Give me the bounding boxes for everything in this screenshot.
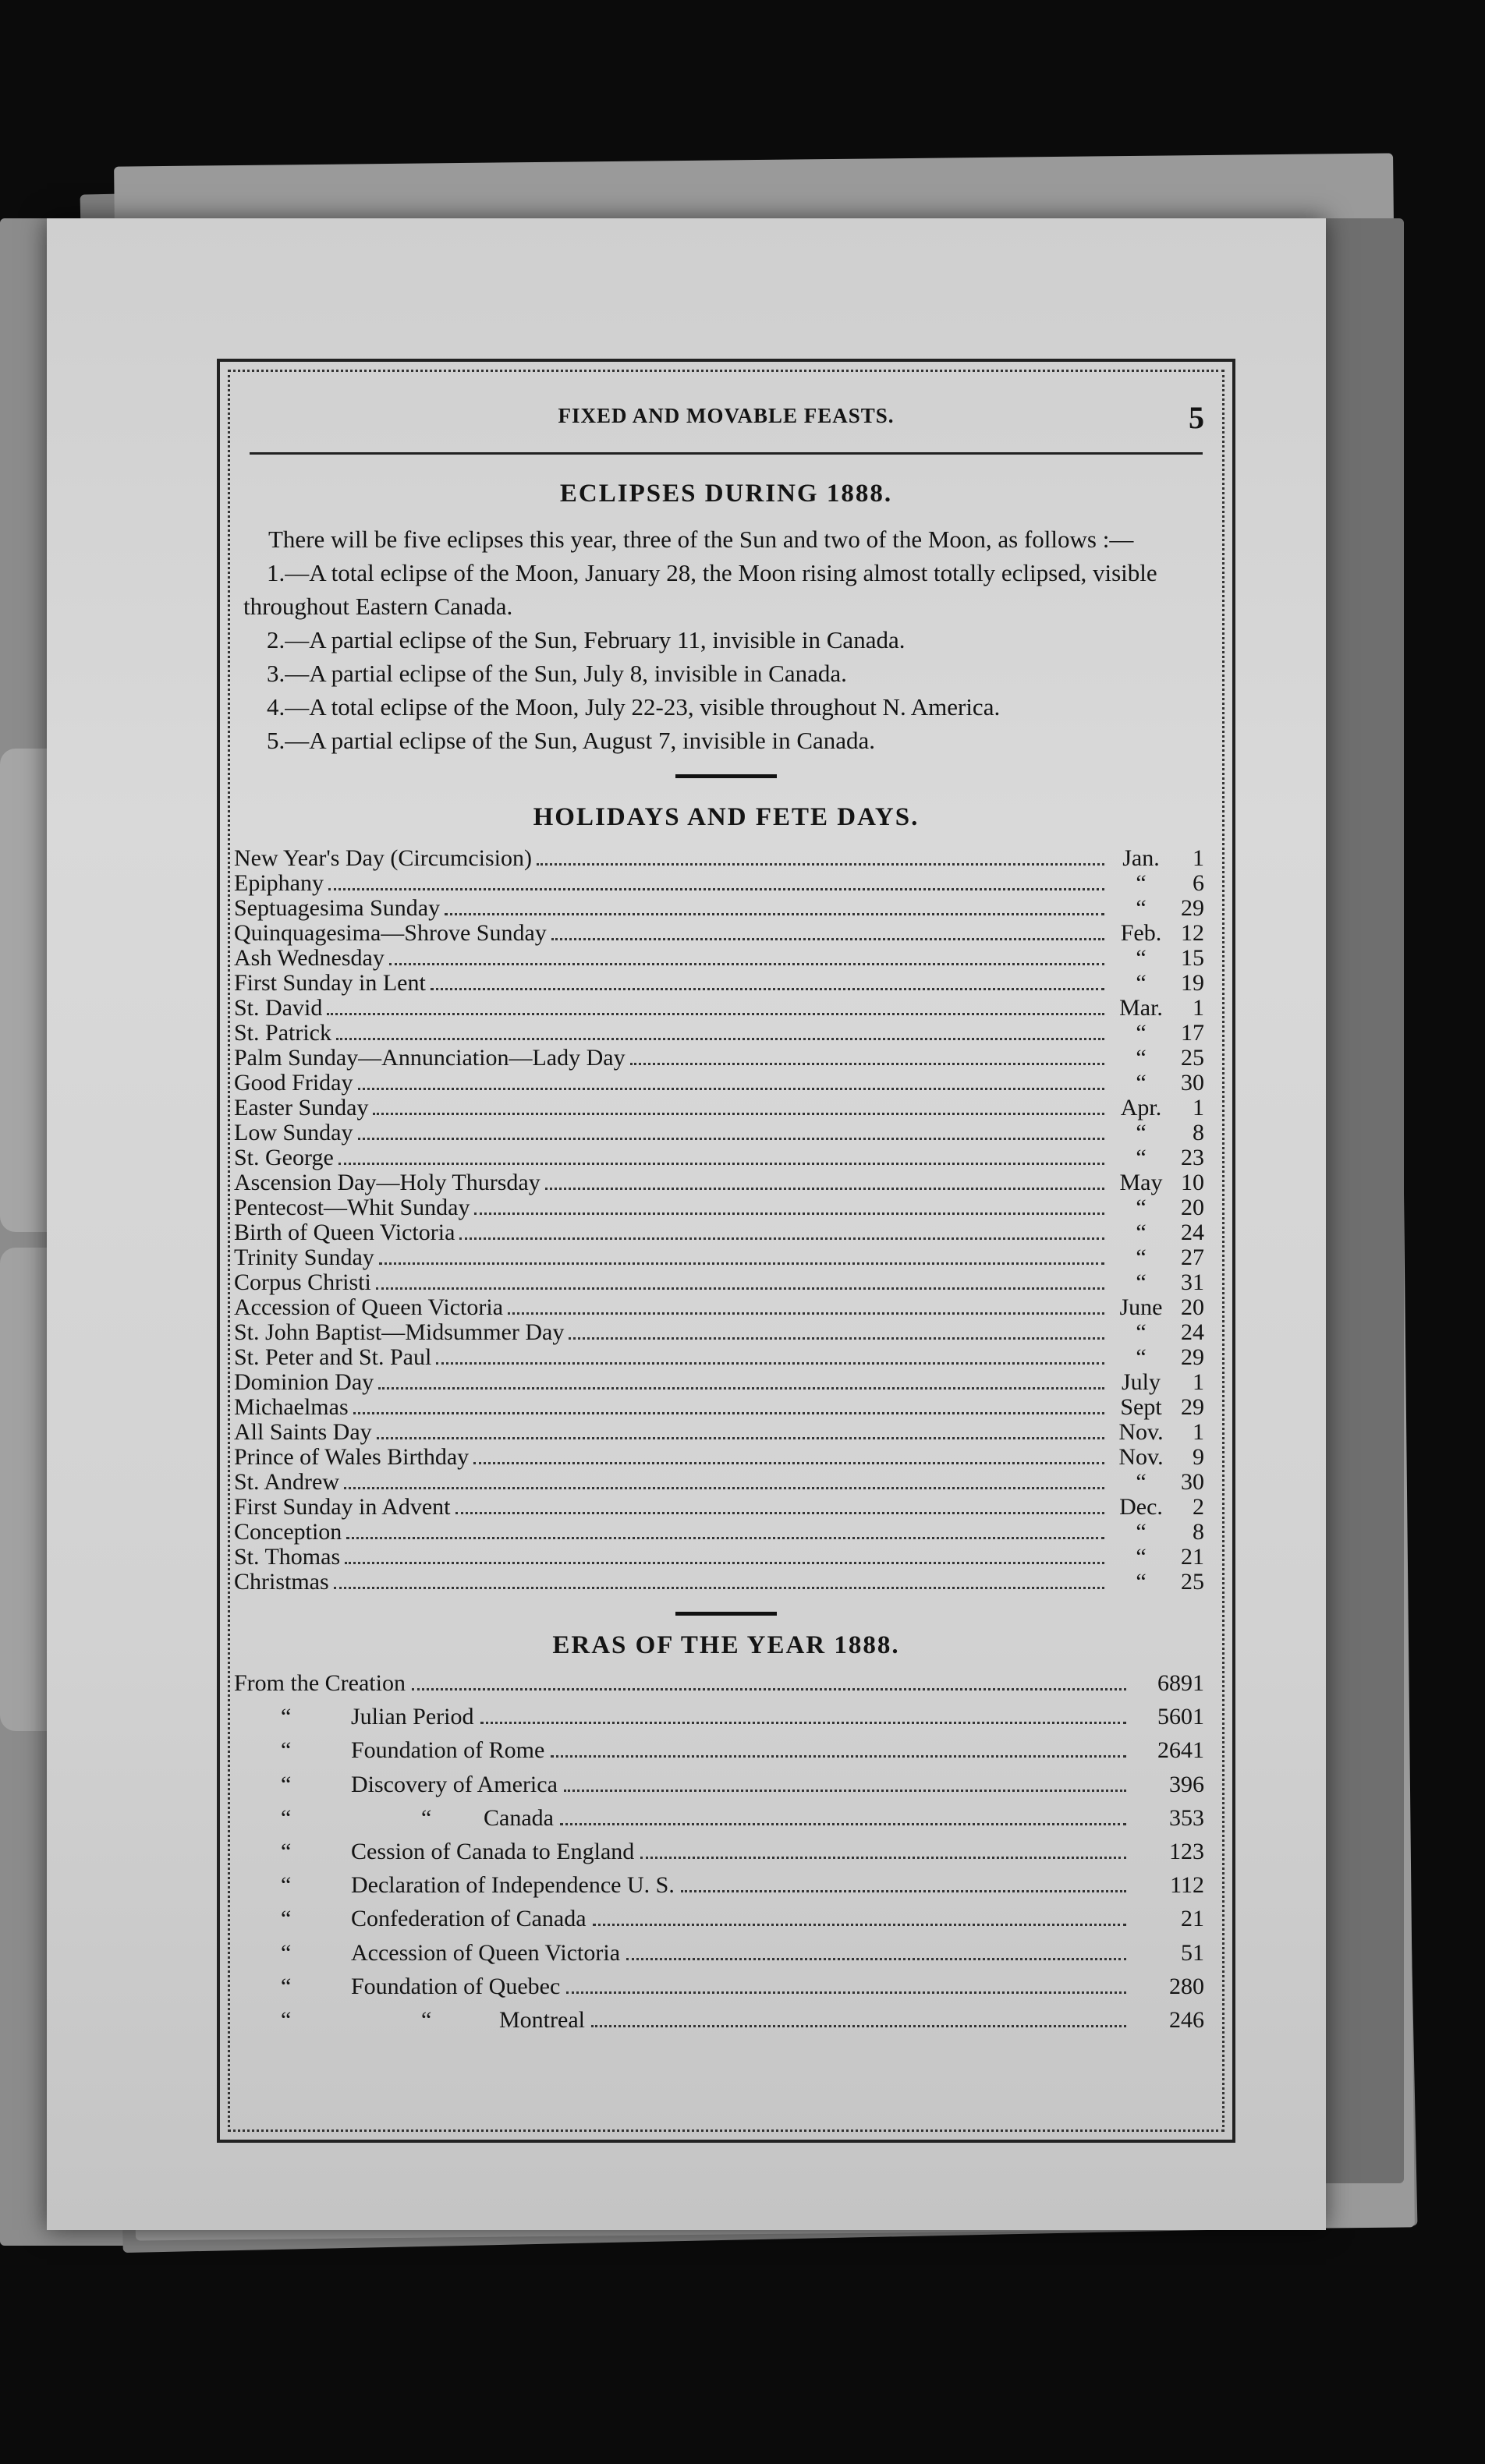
holiday-name: Epiphany (234, 870, 324, 896)
holiday-day: 6 (1193, 870, 1204, 896)
leader-dots (358, 1138, 1105, 1140)
era-year: 353 (1169, 1804, 1204, 1831)
holiday-name: Quinquagesima—Shrove Sunday (234, 920, 547, 946)
leader-dots (327, 1013, 1104, 1015)
holiday-month: “ (1136, 1344, 1147, 1370)
era-year: 21 (1181, 1906, 1204, 1932)
holiday-row (234, 1420, 1218, 1445)
era-row (234, 1902, 1218, 1935)
holiday-name: Ascension Day—Holy Thursday (234, 1170, 540, 1195)
eclipses-title: ECLIPSES DURING 1888. (559, 480, 893, 508)
holiday-month: “ (1136, 1120, 1147, 1145)
holiday-name: St. David (234, 995, 323, 1021)
leader-dots (376, 1287, 1104, 1290)
eclipse-item: 3.—A partial eclipse of the Sun, July 8, invisible in Canada. (267, 660, 847, 687)
leader-dots (569, 1337, 1104, 1340)
leader-dots (593, 1924, 1126, 1926)
holiday-day: 21 (1181, 1544, 1204, 1570)
holiday-month: “ (1136, 1070, 1147, 1096)
holiday-month: “ (1136, 1569, 1147, 1595)
holiday-day: 20 (1181, 1195, 1204, 1220)
holiday-month: Feb. (1120, 920, 1162, 946)
leader-dots (336, 1038, 1104, 1040)
holiday-day: 12 (1181, 920, 1204, 946)
header-rule (250, 452, 1203, 455)
holiday-name: Michaelmas (234, 1394, 349, 1420)
section-separator (675, 1612, 777, 1616)
ditto-mark: “ (281, 2007, 292, 2034)
ditto-mark: “ (281, 1704, 292, 1730)
eras-title: ERAS OF THE YEAR 1888. (552, 1631, 900, 1659)
holiday-row (234, 1470, 1218, 1495)
holiday-month: Sept (1120, 1394, 1162, 1420)
holiday-day: 29 (1181, 1394, 1204, 1420)
holiday-day: 1 (1193, 845, 1204, 871)
running-title: FIXED AND MOVABLE FEASTS. (558, 404, 895, 427)
leader-dots (346, 1537, 1104, 1539)
holiday-month: “ (1136, 870, 1147, 896)
holiday-name: Dominion Day (234, 1369, 374, 1395)
holiday-month: “ (1136, 1045, 1147, 1071)
era-label: Montreal (499, 2007, 585, 2034)
ditto-mark: “ (281, 1973, 292, 1999)
holiday-day: 1 (1193, 995, 1204, 1021)
era-label: Confederation of Canada (351, 1906, 587, 1932)
holiday-month: Jan. (1122, 845, 1160, 871)
leader-dots (328, 888, 1104, 890)
leader-dots (537, 863, 1104, 866)
holiday-month: June (1119, 1294, 1163, 1320)
holiday-day: 1 (1193, 1095, 1204, 1120)
era-row (234, 1733, 1218, 1767)
holiday-month: July (1121, 1369, 1161, 1395)
holiday-row (234, 1370, 1218, 1395)
era-year: 5601 (1157, 1704, 1204, 1730)
holiday-name: Low Sunday (234, 1120, 353, 1145)
holiday-row (234, 1170, 1218, 1195)
era-year: 6891 (1157, 1670, 1204, 1696)
eclipse-item: 5.—A partial eclipse of the Sun, August 7, invisible in Canada. (267, 727, 876, 754)
holidays-title: HOLIDAYS AND FETE DAYS. (533, 803, 920, 831)
holiday-row (234, 1520, 1218, 1545)
era-year: 246 (1169, 2007, 1204, 2034)
leader-dots (474, 1213, 1104, 1215)
holiday-day: 24 (1181, 1220, 1204, 1245)
holiday-day: 10 (1181, 1170, 1204, 1195)
holiday-month: Nov. (1118, 1419, 1164, 1445)
holiday-month: Dec. (1119, 1494, 1163, 1520)
holiday-day: 19 (1181, 970, 1204, 996)
era-label: Discovery of America (351, 1771, 558, 1797)
holiday-day: 31 (1181, 1269, 1204, 1295)
leader-dots (344, 1487, 1104, 1489)
leader-dots (378, 1387, 1104, 1390)
era-year: 112 (1170, 1872, 1204, 1899)
era-year: 280 (1169, 1973, 1204, 1999)
holiday-month: “ (1136, 1220, 1147, 1245)
holiday-name: Accession of Queen Victoria (234, 1294, 504, 1320)
section-separator (675, 774, 777, 778)
ditto-mark: “ (281, 1771, 292, 1797)
leader-dots (373, 1113, 1104, 1115)
holiday-day: 17 (1181, 1020, 1204, 1046)
holiday-month: “ (1136, 895, 1147, 921)
eclipse-item: 2.—A partial eclipse of the Sun, February 11, invisible in Canada. (267, 626, 906, 653)
holiday-name: St. George (234, 1145, 334, 1170)
era-row (234, 1868, 1218, 1902)
leader-dots (551, 938, 1104, 940)
leader-dots (377, 1437, 1104, 1439)
holiday-row (234, 1145, 1218, 1170)
leader-dots (551, 1755, 1126, 1758)
holiday-name: St. Thomas (234, 1544, 341, 1570)
leader-dots (560, 1823, 1126, 1825)
holiday-row (234, 1295, 1218, 1320)
holiday-name: St. Patrick (234, 1020, 331, 1046)
era-year: 123 (1169, 1839, 1204, 1865)
holiday-day: 29 (1181, 1344, 1204, 1370)
running-head (234, 390, 1218, 437)
holiday-month: “ (1136, 945, 1147, 971)
holiday-day: 23 (1181, 1145, 1204, 1170)
holiday-day: 8 (1193, 1120, 1204, 1145)
holiday-row (234, 1495, 1218, 1520)
era-year: 396 (1169, 1771, 1204, 1797)
holiday-month: Nov. (1118, 1444, 1164, 1470)
holiday-name: St. John Baptist—Midsummer Day (234, 1319, 565, 1345)
holiday-day: 27 (1181, 1244, 1204, 1270)
holiday-row (234, 1096, 1218, 1120)
ditto-mark: “ (281, 1737, 292, 1764)
leader-dots (412, 1688, 1126, 1690)
holiday-list (234, 846, 1218, 1595)
holiday-row (234, 1195, 1218, 1220)
era-label: Julian Period (351, 1704, 474, 1730)
holiday-row (234, 1021, 1218, 1046)
ditto-mark: “ (281, 1839, 292, 1865)
leader-dots (630, 1063, 1104, 1065)
holiday-day: 15 (1181, 945, 1204, 971)
eclipse-item: 4.—A total eclipse of the Moon, July 22-23, visible throughout N. America. (267, 693, 1001, 720)
holiday-name: Easter Sunday (234, 1095, 369, 1120)
holiday-day: 30 (1181, 1070, 1204, 1096)
era-row (234, 2003, 1218, 2037)
era-row (234, 1801, 1218, 1835)
leader-dots (566, 1991, 1126, 1994)
holiday-row (234, 946, 1218, 971)
holiday-day: 2 (1193, 1494, 1204, 1520)
holiday-month: “ (1136, 1145, 1147, 1170)
holiday-row (234, 1120, 1218, 1145)
era-label: Foundation of Quebec (351, 1973, 561, 1999)
holiday-month: Mar. (1119, 995, 1163, 1021)
eclipses-intro: There will be five eclipses this year, three of the Sun and two of the Moon, as follows :— (268, 526, 1134, 553)
holiday-day: 1 (1193, 1369, 1204, 1395)
era-list (234, 1666, 1218, 2037)
leader-dots (640, 1857, 1126, 1859)
era-year: 2641 (1157, 1737, 1204, 1764)
holiday-month: “ (1136, 1469, 1147, 1495)
leader-dots (681, 1890, 1126, 1892)
leader-dots (473, 1462, 1104, 1464)
holiday-month: “ (1136, 1519, 1147, 1545)
leader-dots (345, 1562, 1104, 1564)
holiday-month: “ (1136, 1244, 1147, 1270)
holiday-name: Corpus Christi (234, 1269, 371, 1295)
holiday-month: “ (1136, 1195, 1147, 1220)
era-label: Accession of Queen Victoria (351, 1939, 621, 1966)
holiday-row (234, 846, 1218, 871)
era-row (234, 1835, 1218, 1868)
holiday-row (234, 1046, 1218, 1071)
holiday-day: 24 (1181, 1319, 1204, 1345)
holiday-name: Pentecost—Whit Sunday (234, 1195, 470, 1220)
holiday-month: “ (1136, 970, 1147, 996)
page-stack-right (1318, 218, 1404, 2183)
leader-dots (436, 1362, 1104, 1365)
leader-dots (334, 1587, 1104, 1589)
leader-dots (545, 1188, 1104, 1190)
holiday-name: Conception (234, 1519, 342, 1545)
leader-dots (445, 913, 1104, 915)
leader-dots (455, 1512, 1104, 1514)
holiday-month: “ (1136, 1319, 1147, 1345)
holiday-row (234, 1395, 1218, 1420)
holiday-month: “ (1136, 1020, 1147, 1046)
era-row (234, 1666, 1218, 1700)
holiday-name: Good Friday (234, 1070, 353, 1096)
holiday-name: All Saints Day (234, 1419, 372, 1445)
holiday-row (234, 921, 1218, 946)
era-row (234, 1936, 1218, 1970)
holiday-name: St. Andrew (234, 1469, 339, 1495)
leader-dots (564, 1790, 1126, 1792)
leader-dots (389, 963, 1104, 965)
page-content (234, 390, 1218, 2037)
leader-dots (379, 1262, 1104, 1265)
holiday-row (234, 1270, 1218, 1295)
era-label: Declaration of Independence U. S. (351, 1872, 675, 1899)
ditto-mark: “ (421, 2007, 432, 2034)
holiday-row (234, 996, 1218, 1021)
era-row (234, 1768, 1218, 1801)
holiday-day: 30 (1181, 1469, 1204, 1495)
holiday-name: Palm Sunday—Annunciation—Lady Day (234, 1045, 626, 1071)
holiday-row (234, 1071, 1218, 1096)
holiday-name: First Sunday in Lent (234, 970, 426, 996)
leader-dots (431, 988, 1104, 990)
ditto-mark: “ (281, 1872, 292, 1899)
holiday-day: 25 (1181, 1045, 1204, 1071)
ditto-mark: “ (281, 1939, 292, 1966)
holiday-name: Septuagesima Sunday (234, 895, 441, 921)
holiday-row (234, 871, 1218, 896)
holiday-row (234, 1545, 1218, 1570)
holiday-name: Ash Wednesday (234, 945, 385, 971)
holiday-month: Apr. (1120, 1095, 1162, 1120)
holiday-day: 8 (1193, 1519, 1204, 1545)
holiday-row (234, 1445, 1218, 1470)
leader-dots (353, 1412, 1104, 1414)
holiday-row (234, 1220, 1218, 1245)
holiday-row (234, 971, 1218, 996)
holiday-name: First Sunday in Advent (234, 1494, 451, 1520)
holiday-row (234, 1345, 1218, 1370)
eclipse-item: 1.—A total eclipse of the Moon, January 28, the Moon rising almost totally eclipsed, visible throughout Eastern Canada. (243, 559, 1157, 620)
holiday-month: “ (1136, 1269, 1147, 1295)
holiday-day: 29 (1181, 895, 1204, 921)
holiday-row (234, 896, 1218, 921)
holiday-row (234, 1320, 1218, 1345)
holiday-row (234, 1570, 1218, 1595)
holiday-day: 20 (1181, 1294, 1204, 1320)
holiday-name: St. Peter and St. Paul (234, 1344, 432, 1370)
era-label: From the Creation (234, 1670, 406, 1696)
holiday-name: New Year's Day (Circumcision) (234, 845, 533, 871)
leader-dots (358, 1088, 1105, 1090)
era-label: Cession of Canada to England (351, 1839, 635, 1865)
holiday-month: May (1119, 1170, 1163, 1195)
holiday-name: Christmas (234, 1569, 329, 1595)
holiday-day: 1 (1193, 1419, 1204, 1445)
page-number: 5 (1189, 400, 1204, 435)
era-row (234, 1970, 1218, 2003)
era-row (234, 1700, 1218, 1733)
leader-dots (459, 1237, 1104, 1240)
ditto-mark: “ (281, 1804, 292, 1831)
leader-dots (591, 2025, 1126, 2027)
leader-dots (480, 1722, 1127, 1724)
leader-dots (338, 1163, 1104, 1165)
ditto-mark: “ (281, 1906, 292, 1932)
era-year: 51 (1181, 1939, 1204, 1966)
holiday-row (234, 1245, 1218, 1270)
leader-dots (626, 1958, 1126, 1960)
holiday-name: Trinity Sunday (234, 1244, 374, 1270)
era-label: Foundation of Rome (351, 1737, 545, 1764)
leader-dots (508, 1312, 1104, 1315)
holiday-month: “ (1136, 1544, 1147, 1570)
era-label: Canada (484, 1804, 554, 1831)
holiday-day: 9 (1193, 1444, 1204, 1470)
holiday-name: Prince of Wales Birthday (234, 1444, 470, 1470)
ditto-mark: “ (421, 1804, 432, 1831)
holiday-day: 25 (1181, 1569, 1204, 1595)
holiday-name: Birth of Queen Victoria (234, 1220, 455, 1245)
